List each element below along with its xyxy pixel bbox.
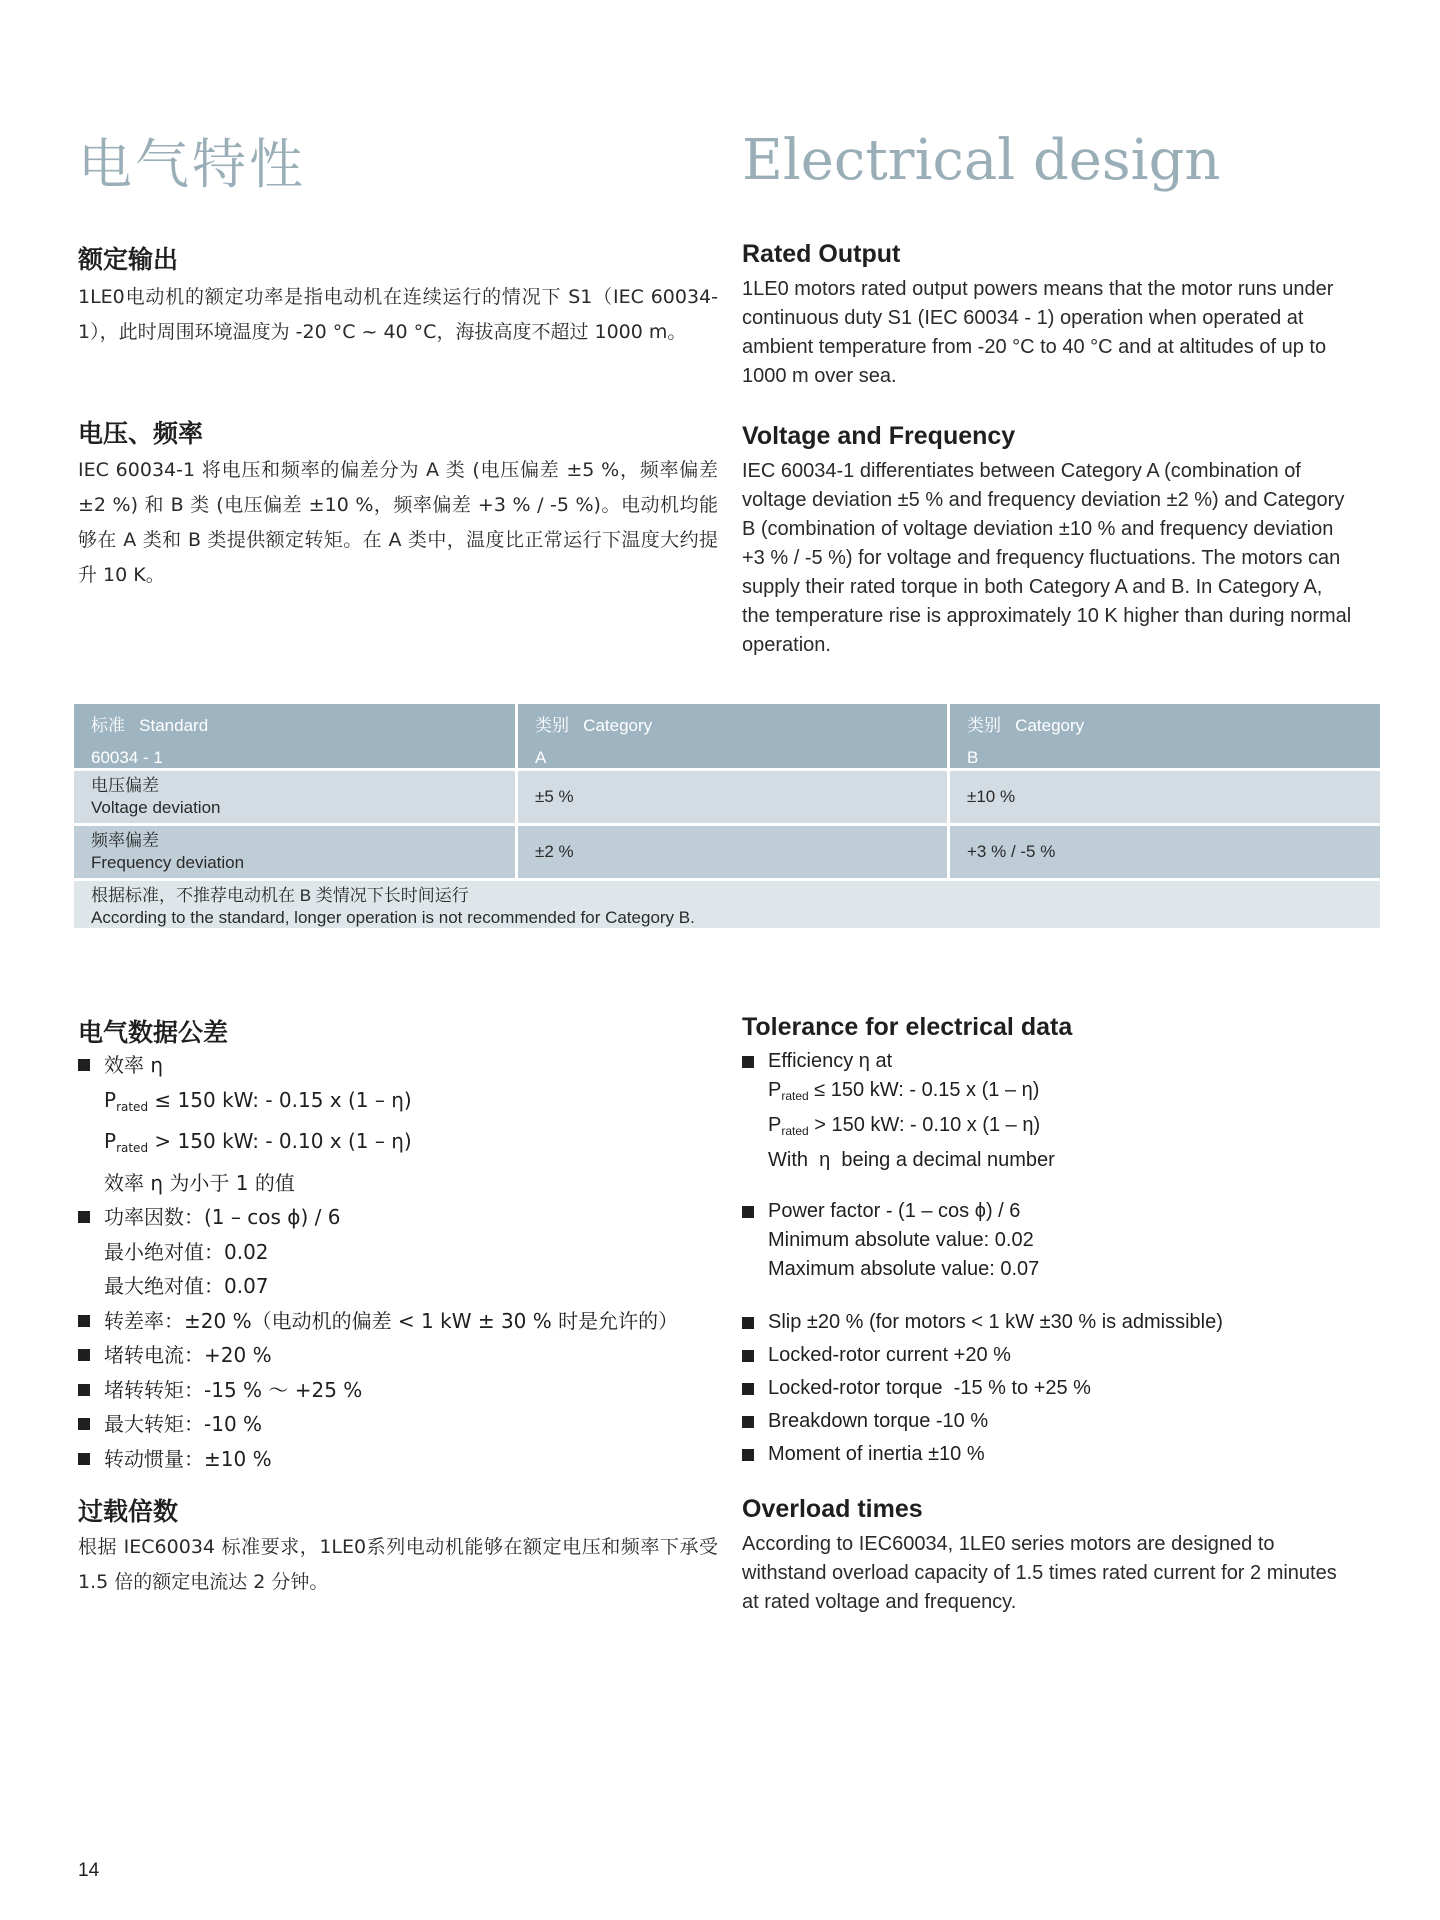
tolerance-list-en <box>742 1047 1382 1471</box>
overload-text-en: According to IEC60034, 1LE0 series motors are designed to withstand overload capacity of 1.5 times rated current for 2 minutes at rated voltage and frequency. <box>742 1533 1337 1613</box>
bullet-icon <box>742 1383 754 1395</box>
list-item <box>78 1304 728 1339</box>
bullet-icon <box>742 1206 754 1218</box>
table-header-category-a <box>518 704 950 768</box>
list-item <box>742 1306 1382 1339</box>
voltage-frequency-heading-cn: 电压、频率 <box>78 419 204 448</box>
locked-current-text: 堵转电流：+20 % <box>104 1343 272 1367</box>
row-label-cn: 电压偏差 <box>91 776 159 795</box>
table-header-row <box>74 704 1380 768</box>
bullet-icon <box>78 1349 90 1361</box>
efficiency-rule-text: ≤ 150 kW: - 0.15 x (1 – η) <box>148 1087 412 1112</box>
table-note-en: According to the standard, longer operation is not recommended for Category B. <box>91 908 695 927</box>
table-note-cn: 根据标准，不推荐电动机在 B 类情况下长时间运行 <box>91 886 469 905</box>
list-item <box>742 1047 1382 1175</box>
list-item <box>742 1405 1382 1438</box>
inertia-text: 转动惯量：±10 % <box>104 1446 272 1471</box>
locked-torque-text: 堵转转矩：-15 % ～ +25 % <box>104 1377 363 1402</box>
locked-torque-text: Locked-rotor torque -15 % to +25 % <box>768 1377 1091 1399</box>
list-item <box>78 1200 728 1304</box>
list-item <box>742 1339 1382 1372</box>
efficiency-note: With η being a decimal number <box>768 1149 1055 1171</box>
efficiency-note: 效率 η 为小于 1 的值 <box>104 1170 295 1195</box>
table-cell-a: ±5 % <box>518 771 950 823</box>
p-subscript: rated <box>781 1124 809 1138</box>
voltage-frequency-table <box>74 704 1380 928</box>
power-factor-min: 最小绝对值：0.02 <box>104 1239 269 1264</box>
table-row <box>74 823 1380 878</box>
efficiency-rule-text: ≤ 150 kW: - 0.15 x (1 – η) <box>808 1079 1040 1101</box>
tolerance-list-cn <box>78 1048 728 1476</box>
rated-output-text-en: 1LE0 motors rated output powers means that the motor runs under continuous duty S1 (IEC 60034 - 1) operation when operated at ambient temperature from -20 °C to 40 °C and at altitudes of up to 1000 m over sea. <box>742 278 1334 387</box>
efficiency-rule-1 <box>768 1076 1382 1111</box>
power-factor-label: 功率因数：(1 – cos ϕ) / 6 <box>104 1205 341 1229</box>
table-header-standard <box>74 704 518 768</box>
page-title-en: Electrical design <box>742 128 1221 193</box>
power-factor-min: Minimum absolute value: 0.02 <box>768 1229 1034 1251</box>
rated-output-heading-en: Rated Output <box>742 240 901 268</box>
bullet-icon <box>742 1350 754 1362</box>
efficiency-rule-1 <box>104 1083 728 1125</box>
tolerance-heading-cn: 电气数据公差 <box>78 1018 229 1047</box>
bullet-icon <box>78 1211 90 1223</box>
voltage-frequency-heading-en: Voltage and Frequency <box>742 422 1016 450</box>
bullet-icon <box>742 1416 754 1428</box>
efficiency-rule-text: > 150 kW: - 0.10 x (1 – η) <box>808 1114 1041 1136</box>
power-factor-label: Power factor - (1 – cos ϕ) / 6 <box>768 1200 1021 1222</box>
breakdown-text: 最大转矩：-10 % <box>104 1412 263 1436</box>
p-symbol: P <box>768 1114 782 1136</box>
list-item <box>78 1338 728 1373</box>
bullet-icon <box>78 1059 90 1071</box>
table-header-value: 60034 - 1 <box>91 748 163 767</box>
row-label-en: Frequency deviation <box>91 853 245 872</box>
list-item <box>742 1197 1382 1284</box>
bullet-icon <box>78 1315 90 1327</box>
efficiency-rule-2 <box>768 1111 1382 1146</box>
list-item <box>78 1442 728 1477</box>
p-symbol: P <box>104 1129 117 1153</box>
overload-heading-en: Overload times <box>742 1495 923 1523</box>
bullet-icon <box>78 1418 90 1430</box>
table-row <box>74 768 1380 823</box>
voltage-frequency-text-en: IEC 60034-1 differentiates between Category A (combination of voltage deviation ±5 % and frequency deviation ±2 %) and Category B (combination of voltage deviation ±10 % and frequency deviation +3 % / -5 %) for voltage and frequency fluctuations. The motors can supply their rated torque in both Category A and B. In Category A, the temperature rise is approximately 10 K higher than during normal operation. <box>742 460 1352 656</box>
table-row-label <box>74 771 518 823</box>
breakdown-text: Breakdown torque -10 % <box>768 1410 989 1432</box>
table-cell-a: ±2 % <box>518 826 950 878</box>
p-symbol: P <box>768 1079 782 1101</box>
table-header-value: A <box>535 748 547 767</box>
table-row-label <box>74 826 518 878</box>
bullet-icon <box>78 1384 90 1396</box>
row-label-en: Voltage deviation <box>91 798 221 817</box>
list-item <box>742 1438 1382 1471</box>
table-header-category-b <box>950 704 1380 768</box>
page-number: 14 <box>78 1860 100 1881</box>
list-item <box>78 1048 728 1200</box>
table-note <box>74 878 1380 928</box>
p-subscript: rated <box>116 1141 149 1155</box>
efficiency-rule-text: > 150 kW: - 0.10 x (1 – η) <box>148 1129 412 1153</box>
bullet-icon <box>742 1317 754 1329</box>
table-cell-b: +3 % / -5 % <box>950 826 1380 878</box>
tolerance-heading-en: Tolerance for electrical data <box>742 1013 1073 1041</box>
p-symbol: P <box>104 1087 117 1112</box>
voltage-frequency-text-cn: IEC 60034-1 将电压和频率的偏差分为 A 类 (电压偏差 ±5 %，频率偏差 ±2 %) 和 B 类 (电压偏差 ±10 %，频率偏差 +3 % / -5 %)。电动机均能够在 A 类和 B 类提供额定转矩。在 A 类中，温度比正常运行下温度大约提升 10 K。 <box>78 459 718 586</box>
rated-output-text-cn: 1LE0电动机的额定功率是指电动机在连续运行的情况下 S1（IEC 60034-1），此时周围环境温度为 -20 °C ~ 40 °C，海拔高度不超过 1000 m。 <box>78 286 718 343</box>
power-factor-max: Maximum absolute value: 0.07 <box>768 1258 1040 1280</box>
efficiency-rule-2 <box>104 1124 728 1166</box>
bullet-icon <box>78 1453 90 1465</box>
inertia-text: Moment of inertia ±10 % <box>768 1443 985 1465</box>
table-header-label: 类别 Category <box>535 716 653 735</box>
table-header-label: 标准 Standard <box>91 716 209 735</box>
p-subscript: rated <box>116 1099 149 1114</box>
overload-heading-cn: 过载倍数 <box>78 1497 179 1526</box>
power-factor-max: 最大绝对值：0.07 <box>104 1274 269 1298</box>
bullet-icon <box>742 1449 754 1461</box>
bullet-icon <box>742 1056 754 1068</box>
table-header-label: 类别 Category <box>967 716 1085 735</box>
overload-text-cn: 根据 IEC60034 标准要求，1LE0系列电动机能够在额定电压和频率下承受 1.5 倍的额定电流达 2 分钟。 <box>78 1536 718 1593</box>
row-label-cn: 频率偏差 <box>91 831 159 850</box>
rated-output-heading-cn: 额定输出 <box>78 245 179 274</box>
locked-current-text: Locked-rotor current +20 % <box>768 1344 1011 1366</box>
p-subscript: rated <box>781 1089 809 1103</box>
slip-text: 转差率：±20 %（电动机的偏差 < 1 kW ± 30 % 时是允许的） <box>104 1308 679 1333</box>
list-item <box>78 1407 728 1442</box>
list-item <box>742 1372 1382 1405</box>
list-item <box>78 1373 728 1408</box>
page-title-cn: 电气特性 <box>78 133 306 196</box>
slip-text: Slip ±20 % (for motors < 1 kW ±30 % is admissible) <box>768 1311 1223 1333</box>
table-cell-b: ±10 % <box>950 771 1380 823</box>
efficiency-label: Efficiency η at <box>768 1050 893 1072</box>
efficiency-label: 效率 η <box>104 1053 164 1077</box>
table-header-value: B <box>967 748 979 767</box>
